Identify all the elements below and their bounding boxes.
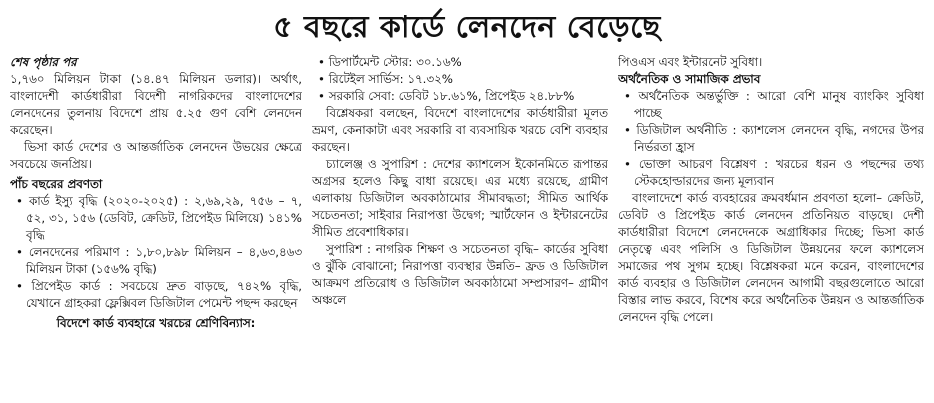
paragraph: ভিসা কার্ড দেশের ও আন্তর্জাতিক লেনদেন উভয়ের ক্ষেত্রে সবচেয়ে জনপ্রিয়। — [10, 140, 302, 171]
paragraph: বাংলাদেশে কার্ড ব্যবহারের ক্রমবর্ধমান প্রবণতা হলো– ক্রেডিট, ডেবিট ও প্রিপেইড কার্ড লেনদেন প্রতিনিয়ত বাড়ছে। দেশী কার্ডধারীরা বিদেশে লেনদেনকে অগ্রাধিকার দিচ্ছে; ভিসা কার্ড নেতৃত্বে এবং পলিসি ও ডিজিটাল উন্নয়নের ফলে ক্যাশলেস সমাজের পথ সুগম হচ্ছে। বিশ্লেষকরা মনে করেন, বাংলাদেশের কার্ড ব্যবহার ও ডিজিটাল লেনদেন আগামী বছরগুলোতে আরো বিস্তার লাভ করবে, বিশেষ করে অর্থনৈতিক উন্নয়ন ও আন্তর্জাতিক লেনদেন বৃদ্ধি পেলে। — [618, 191, 924, 324]
article-headline: ৫ বছরে কার্ডে লেনদেন বেড়েছে — [273, 10, 661, 45]
bullet-item: • ভোক্তা আচরণ বিশ্লেষণ : খরচের ধরন ও পছন্দের তথ্য স্টেকহোল্ডারদের জন্য মূল্যবান — [618, 156, 924, 190]
bullet-item: • ডিপার্টমেন্ট স্টোর: ৩০.১৬% — [312, 54, 608, 71]
paragraph: সুপারিশ : নাগরিক শিক্ষণ ও সচেতনতা বৃদ্ধি– কার্ডের সুবিধা ও ঝুঁকি বোঝানো; নিরাপত্তা ব্যবস্থার উন্নতি– ফ্রড ও ডিজিটাল আক্রমণ প্রতিরোধ ও ডিজিটাল অবকাঠামো সম্প্রসারণ– গ্রামীণ অঞ্চলে — [312, 242, 608, 307]
column-2 — [312, 54, 608, 399]
section-heading-trend: পাঁচ বছরের প্রবণতা — [10, 177, 103, 191]
bullet-item: • অর্থনৈতিক অন্তর্ভুক্তি : আরো বেশি মানুষ ব্যাংকিং সুবিধা পাচ্ছে — [618, 88, 924, 122]
section-heading-impact: অর্থনৈতিক ও সামাজিক প্রভাব — [618, 72, 761, 86]
column-1 — [10, 54, 302, 399]
column-3 — [618, 54, 924, 399]
paragraph: পিওএস এবং ইন্টারনেট সুবিধা। — [618, 55, 763, 69]
bullet-item: • কার্ড ইস্যু বৃদ্ধি (২০২০-২০২৫) : ২,৬৯,২৯, ৭৫৬ – ৭, ৫২, ৩১, ১৫৬ (ডেবিট, ক্রেডিট, প্রিপেইড মিলিয়ে) ১৪১% বৃদ্ধি — [10, 193, 302, 244]
bullet-item: • ডিজিটাল অর্থনীতি : ক্যাশলেস লেনদেন বৃদ্ধি, নগদের উপর নির্ভরতা হ্রাস — [618, 122, 924, 156]
bullet-item: • প্রিপেইড কার্ড : সবচেয়ে দ্রুত বাড়ছে, ৭৪২% বৃদ্ধি, যেখানে গ্রাহকরা ফ্লেক্সিবল ডিজিটাল পেমেন্ট পছন্দ করছেন — [10, 278, 302, 312]
continued-label: শেষ পৃষ্ঠার পর — [10, 55, 77, 69]
paragraph: ১,৭৬০ মিলিয়ন টাকা (১৪.৪৭ মিলিয়ন ডলার)। অর্থাৎ, বাংলাদেশী কার্ডধারীরা বিদেশী নাগরিকদের বাংলাদেশের লেনদেনের তুলনায় বিদেশে প্রায় ৫.২৫ গুণ বেশি লেনদেন করেছেন। — [10, 72, 302, 137]
paragraph: চ্যালেঞ্জ ও সুপারিশ : দেশের ক্যাশলেস ইকোনমিতে রূপান্তর অগ্রসর হলেও কিছু বাধা রয়েছে। এর মধ্যে রয়েছে, গ্রামীণ এলাকায় ডিজিটাল অবকাঠামোর সীমাবদ্ধতা; সীমিত আর্থিক সচেতনতা; সাইবার নিরাপত্তা উদ্বেগ; স্মার্টফোন ও ইন্টারনেটের সীমিত প্রবেশাধিকার। — [312, 157, 608, 239]
bullet-item: • লেনদেনের পরিমাণ : ১,৮০,৮৯৮ মিলিয়ন – ৪,৬৩,৪৬৩ মিলিয়ন টাকা (১৫৬% বৃদ্ধি) — [10, 244, 302, 278]
bullet-item: • সরকারি সেবা: ডেবিট ১৮.৬১%, প্রিপেইড ২৪.৮৮% — [312, 88, 608, 105]
paragraph: বিশ্লেষকরা বলছেন, বিদেশে বাংলাদেশের কার্ডধারীরা মূলত ভ্রমণ, কেনাকাটা এবং সরকারি বা ব্যবসায়িক খরচে বেশি ব্যবহার করছেন। — [312, 106, 608, 154]
bullet-item: • রিটেইল সার্ভিস: ১৭.৩২% — [312, 71, 608, 88]
section-heading-spend: বিদেশে কার্ড ব্যবহারে খরচের শ্রেণিবিন্যাস: — [56, 316, 256, 330]
